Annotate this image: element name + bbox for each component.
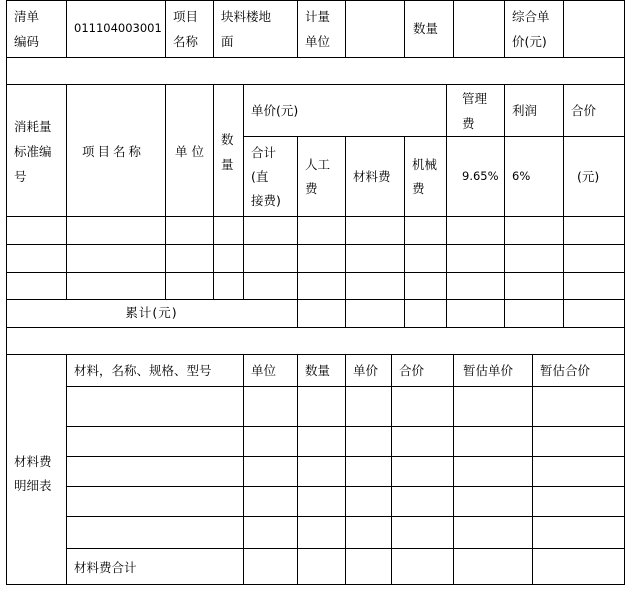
row-divider [6,327,625,328]
col-divider [66,354,67,584]
materials-side-label: 材料费 [14,454,52,469]
row-divider [446,136,625,137]
mat-col-qty: 数量 [305,363,331,378]
col-labor-label: 人工 [305,157,331,172]
code-label: 清单 [14,9,40,24]
col-direct-label: 合计 [251,145,277,160]
table-border-left [6,0,7,585]
col-divider [165,0,166,57]
col-material-label: 材料费 [353,169,391,184]
col-divider [391,354,392,584]
col-machine-label: 费 [412,181,425,196]
row-divider [6,84,625,85]
col-divider [66,0,67,57]
materials-side-label: 明细表 [14,478,52,493]
col-unit-label: 单位 [175,144,209,159]
table-border-top [6,0,625,1]
profit-rate: 6% [512,169,531,183]
mat-col-amount: 合价 [399,363,425,378]
col-divider [345,354,346,584]
col-divider [563,0,564,57]
row-divider [6,272,625,273]
col-divider [504,0,505,57]
col-code-label: 标准编 [14,144,52,159]
col-divider [66,84,67,299]
col-divider [243,354,244,584]
col-divider [504,84,505,327]
col-qty-label: 数 [221,132,234,147]
code-label: 编码 [14,34,40,49]
name-label: 名称 [173,34,199,49]
col-profit-label: 利润 [512,103,538,118]
col-direct-label: 接费) [251,193,281,208]
col-mgmt-label: 管理 [462,91,488,106]
col-divider [532,354,533,584]
col-divider [345,0,346,57]
col-divider [453,354,454,584]
table-border-right [624,0,625,585]
mat-col-spec: 材料，名称、规格、型号 [74,363,212,378]
materials-total-label: 材料费合计 [74,560,137,575]
price-label: 价(元) [512,34,547,49]
total-unit: (元) [577,169,600,184]
col-divider [404,0,405,57]
col-code-label: 号 [14,169,27,184]
code-value: 011104003001 [74,21,162,35]
col-divider [297,136,298,327]
col-labor-label: 费 [305,181,318,196]
row-divider [6,57,625,58]
name-value: 块料楼地 [221,9,272,24]
col-divider [563,84,564,327]
mat-col-unit: 单位 [251,363,277,378]
mat-col-price: 单价 [353,363,379,378]
col-divider [345,136,346,327]
mat-col-est-amount: 暂估合价 [540,363,591,378]
col-divider [446,84,447,327]
col-divider [165,84,166,299]
unit-label: 单位 [305,34,331,49]
price-label: 综合单 [512,9,550,24]
col-divider [453,0,454,57]
qty-label: 数量 [413,21,439,36]
subtotal-label: 累计(元) [125,305,178,320]
col-divider [297,354,298,584]
name-label: 项目 [173,9,199,24]
col-name-label: 项目名称 [82,144,145,159]
name-value: 面 [221,34,234,49]
col-total-label: 合价 [571,103,597,118]
row-divider [6,216,625,217]
col-divider [213,84,214,299]
col-direct-label: (直 [251,169,269,184]
row-divider [6,244,625,245]
mgmt-rate: 9.65% [462,169,499,183]
col-divider [213,0,214,57]
col-divider [404,136,405,327]
col-machine-label: 机械 [412,157,438,172]
unit-label: 计量 [305,9,331,24]
col-code-label: 消耗量 [14,119,52,134]
col-divider [297,0,298,57]
col-mgmt-label: 费 [462,116,475,131]
col-divider [243,84,244,299]
col-unit-price-label: 单价(元) [251,103,299,118]
mat-col-est-price: 暂估单价 [463,363,514,378]
col-qty-label: 量 [221,157,234,172]
table-border-bottom [6,584,625,585]
